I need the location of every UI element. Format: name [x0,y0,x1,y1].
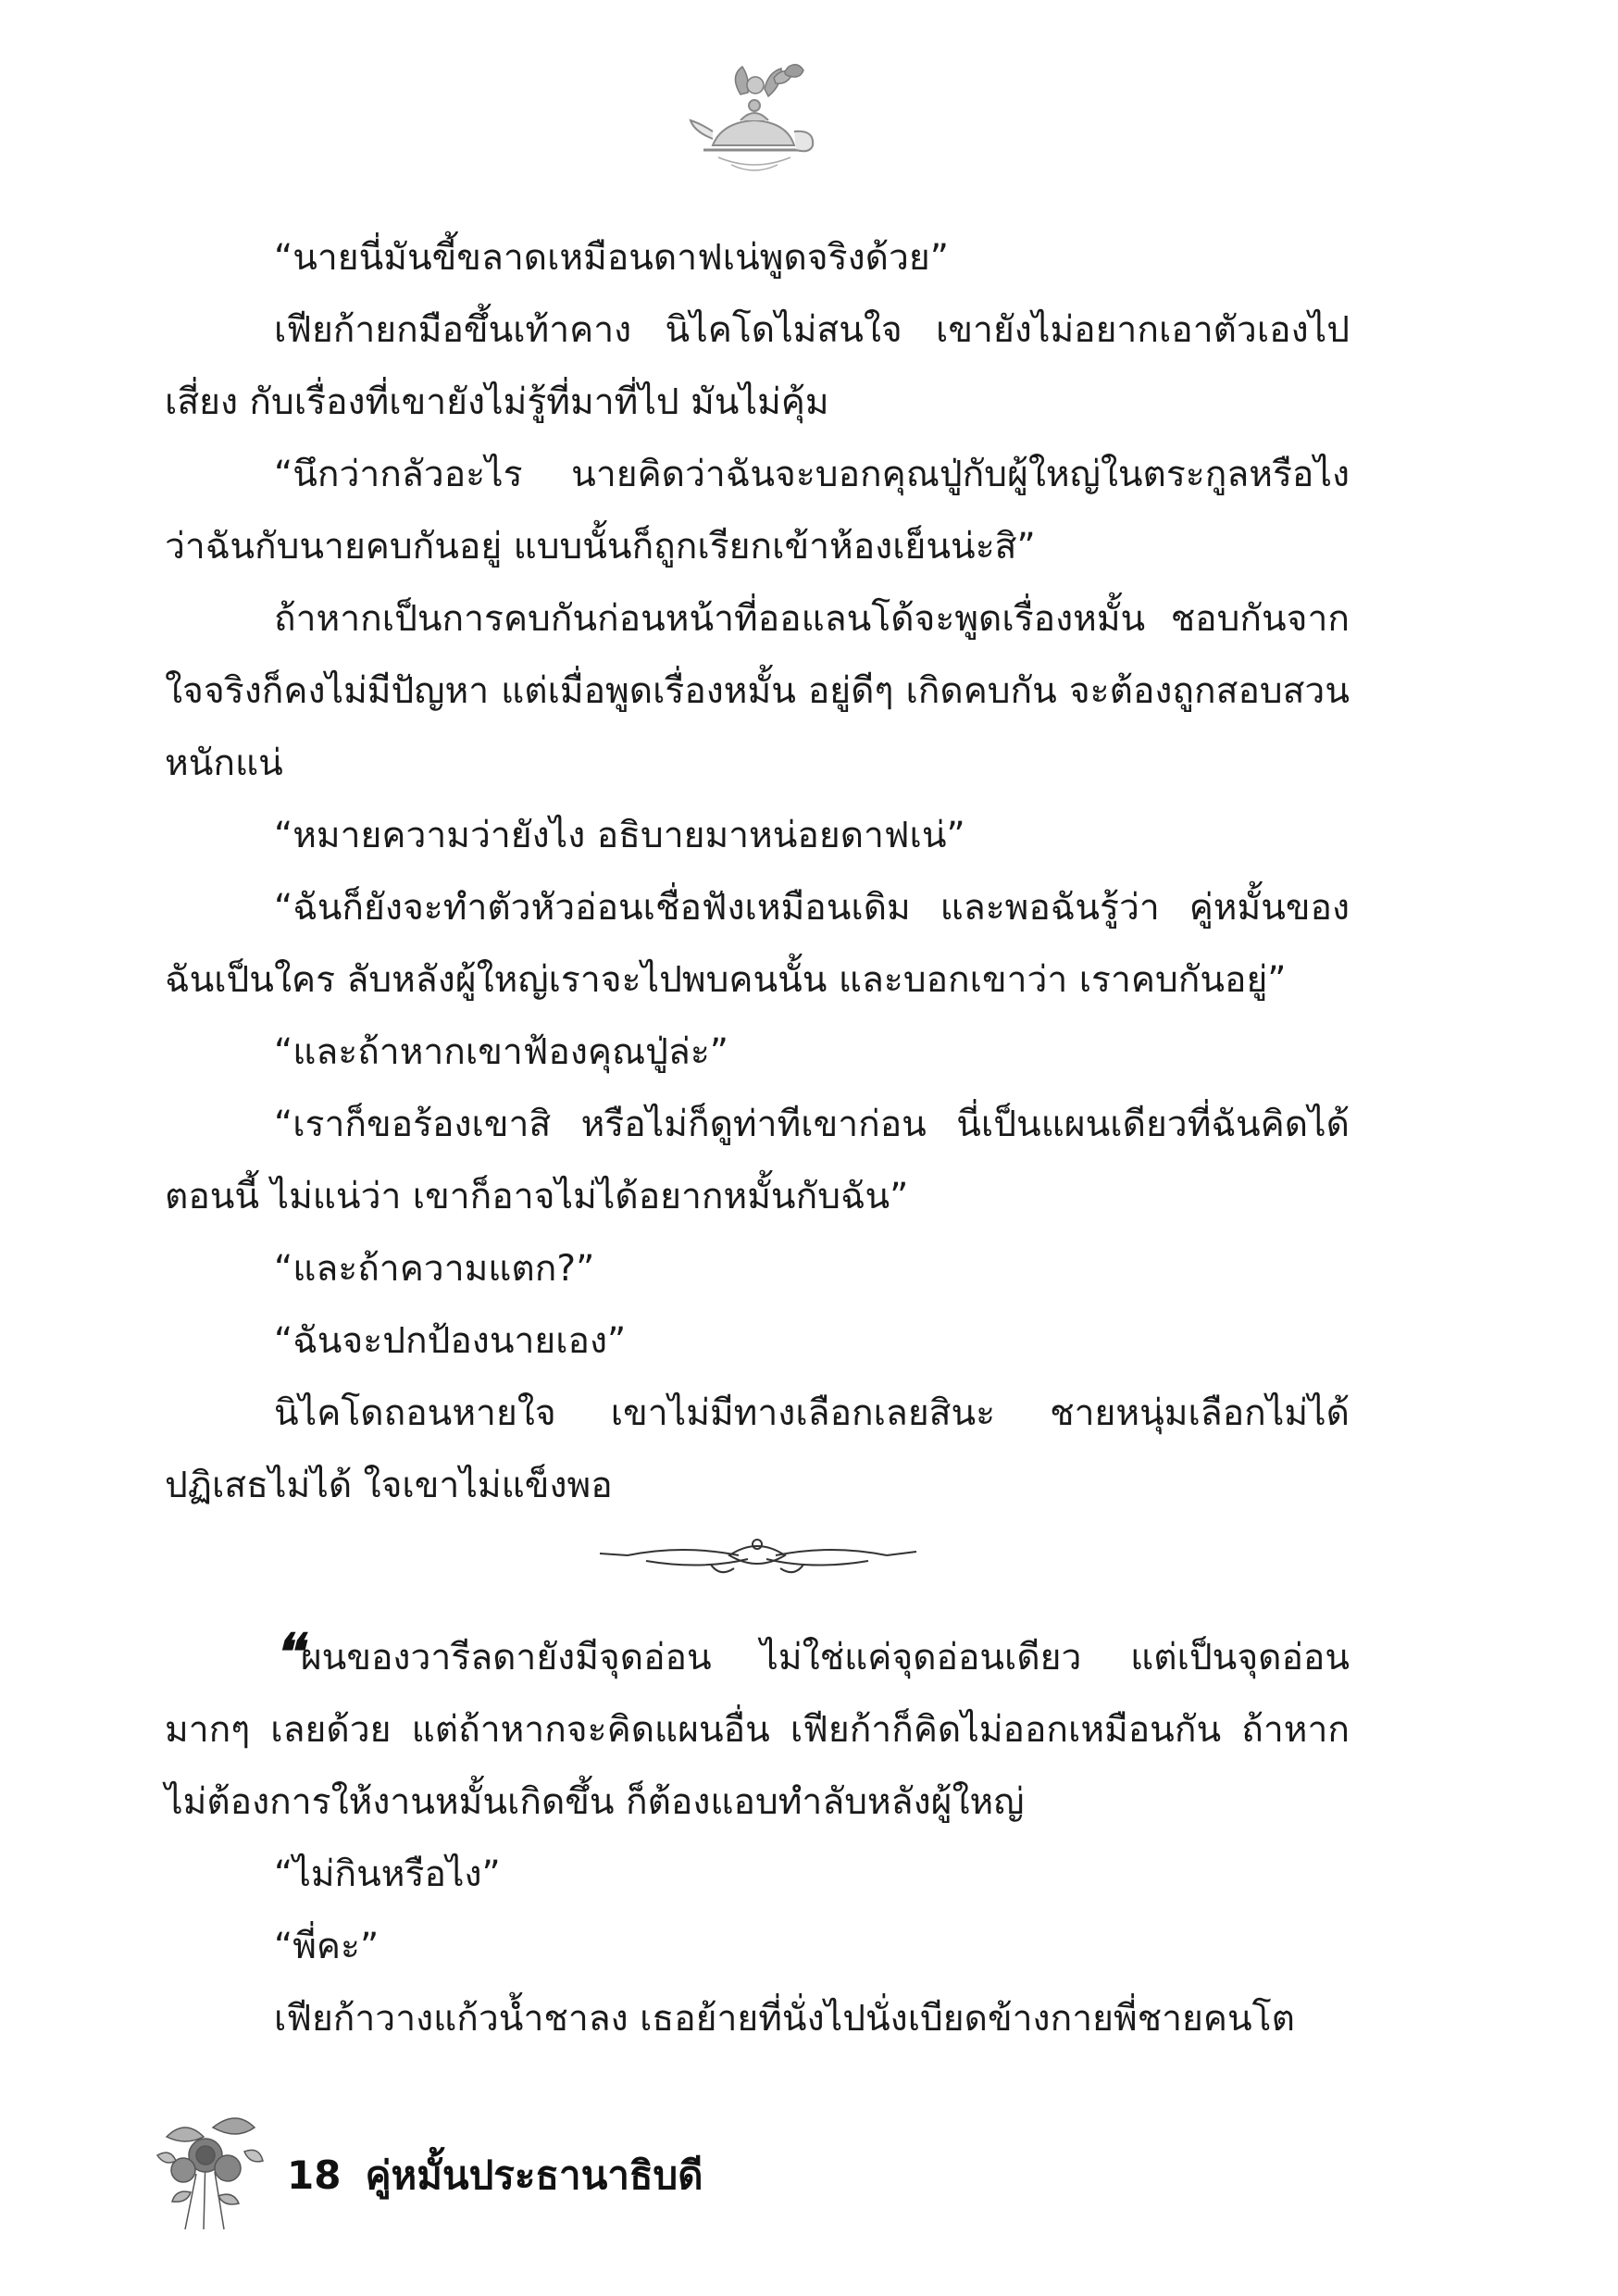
paragraph: “ฉันก็ยังจะทำตัวหัวอ่อนเชื่อฟังเหมือนเดิม และพอฉันรู้ว่า คู่หมั้นของฉันเป็นใคร ลับหลังผู้ใหญ่เราจะไปพบคนนั้น และบอกเขาว่า เราคบกันอยู่” [165,887,1350,1001]
paragraph: “เราก็ขอร้องเขาสิ หรือไม่ก็ดูท่าทีเขาก่อน นี่เป็นแผนเดียวที่ฉันคิดได้ตอนนี้ ไม่แน่ว่า เขาก็อาจไม่ได้อยากหมั้นกับฉัน” [165,1104,1350,1217]
paragraph: นิไคโดถอนหายใจ เขาไม่มีทางเลือกเลยสินะ ชายหนุ่มเลือกไม่ได้ปฏิเสธไม่ได้ ใจเขาไม่แข็งพอ [165,1392,1350,1506]
page-footer [148,2100,981,2239]
footer-label [287,2148,703,2203]
book-title: คู่หมั้นประธานาธิบดี [365,2152,703,2198]
paragraph-with-dropcap [165,1622,1350,1839]
paragraph: “หมายความว่ายังไง อธิบายมาหน่อยดาฟเน่” [274,815,965,856]
scroll-flourish-icon [165,1528,1350,1585]
paragraph: “ฉันจะปกป้องนายเอง” [274,1320,627,1362]
paragraph-text: ผนของวารีลดายังมีจุดอ่อน ไม่ใช่แค่จุดอ่อนเดียว แต่เป็นจุดอ่อนมากๆ เลยด้วย แต่ถ้าหากจะคิดแผนอื่น เฟียก้าก็คิดไม่ออกเหมือนกัน ถ้าหากไม่ต้องการให้งานหมั้นเกิดขึ้น ก็ต้องแอบทำลับหลังผู้ใหญ่ [165,1637,1350,1823]
paragraph: “พี่คะ” [274,1926,380,1967]
paragraph: ถ้าหากเป็นการคบกันก่อนหน้าที่ออแลนโด้จะพูดเรื่องหมั้น ชอบกันจากใจจริงก็คงไม่มีปัญหา แต่เมื่อพูดเรื่องหมั้น อยู่ดีๆ เกิดคบกัน จะต้องถูกสอบสวนหนักแน่ [165,598,1350,784]
paragraph: “นึกว่ากลัวอะไร นายคิดว่าฉันจะบอกคุณปู่กับผู้ใหญ่ในตระกูลหรือไงว่าฉันกับนายคบกันอยู่ แบบนั้นก็ถูกเรียกเข้าห้องเย็นน่ะสิ” [165,454,1350,568]
teapot-cupid-ornament-icon [685,57,824,178]
paragraph: “และถ้าหากเขาฟ้องคุณปู่ล่ะ” [274,1031,728,1073]
paragraph: “และถ้าความแตก?” [274,1248,595,1290]
paragraph: เฟียก้าวางแก้วน้ำชาลง เธอย้ายที่นั่งไปนั่งเบียดข้างกายพี่ชายคนโต [274,1998,1295,2040]
paragraph: เฟียก้ายกมือขึ้นเท้าคาง นิไคโดไม่สนใจ เขายังไม่อยากเอาตัวเองไปเสี่ยง กับเรื่องที่เขายังไม่รู้ที่มาที่ไป มันไม่คุ้ม [165,309,1350,423]
dropcap-quote-mark: ❛❛ [274,1622,299,1681]
paragraph: “นายนี่มันขี้ขลาดเหมือนดาฟเน่พูดจริงด้วย” [274,237,949,279]
page-number: 18 [287,2152,342,2198]
rose-bouquet-icon [148,2100,268,2239]
paragraph: “ไม่กินหรือไง” [274,1853,501,1895]
chapter-body [165,222,1350,2055]
